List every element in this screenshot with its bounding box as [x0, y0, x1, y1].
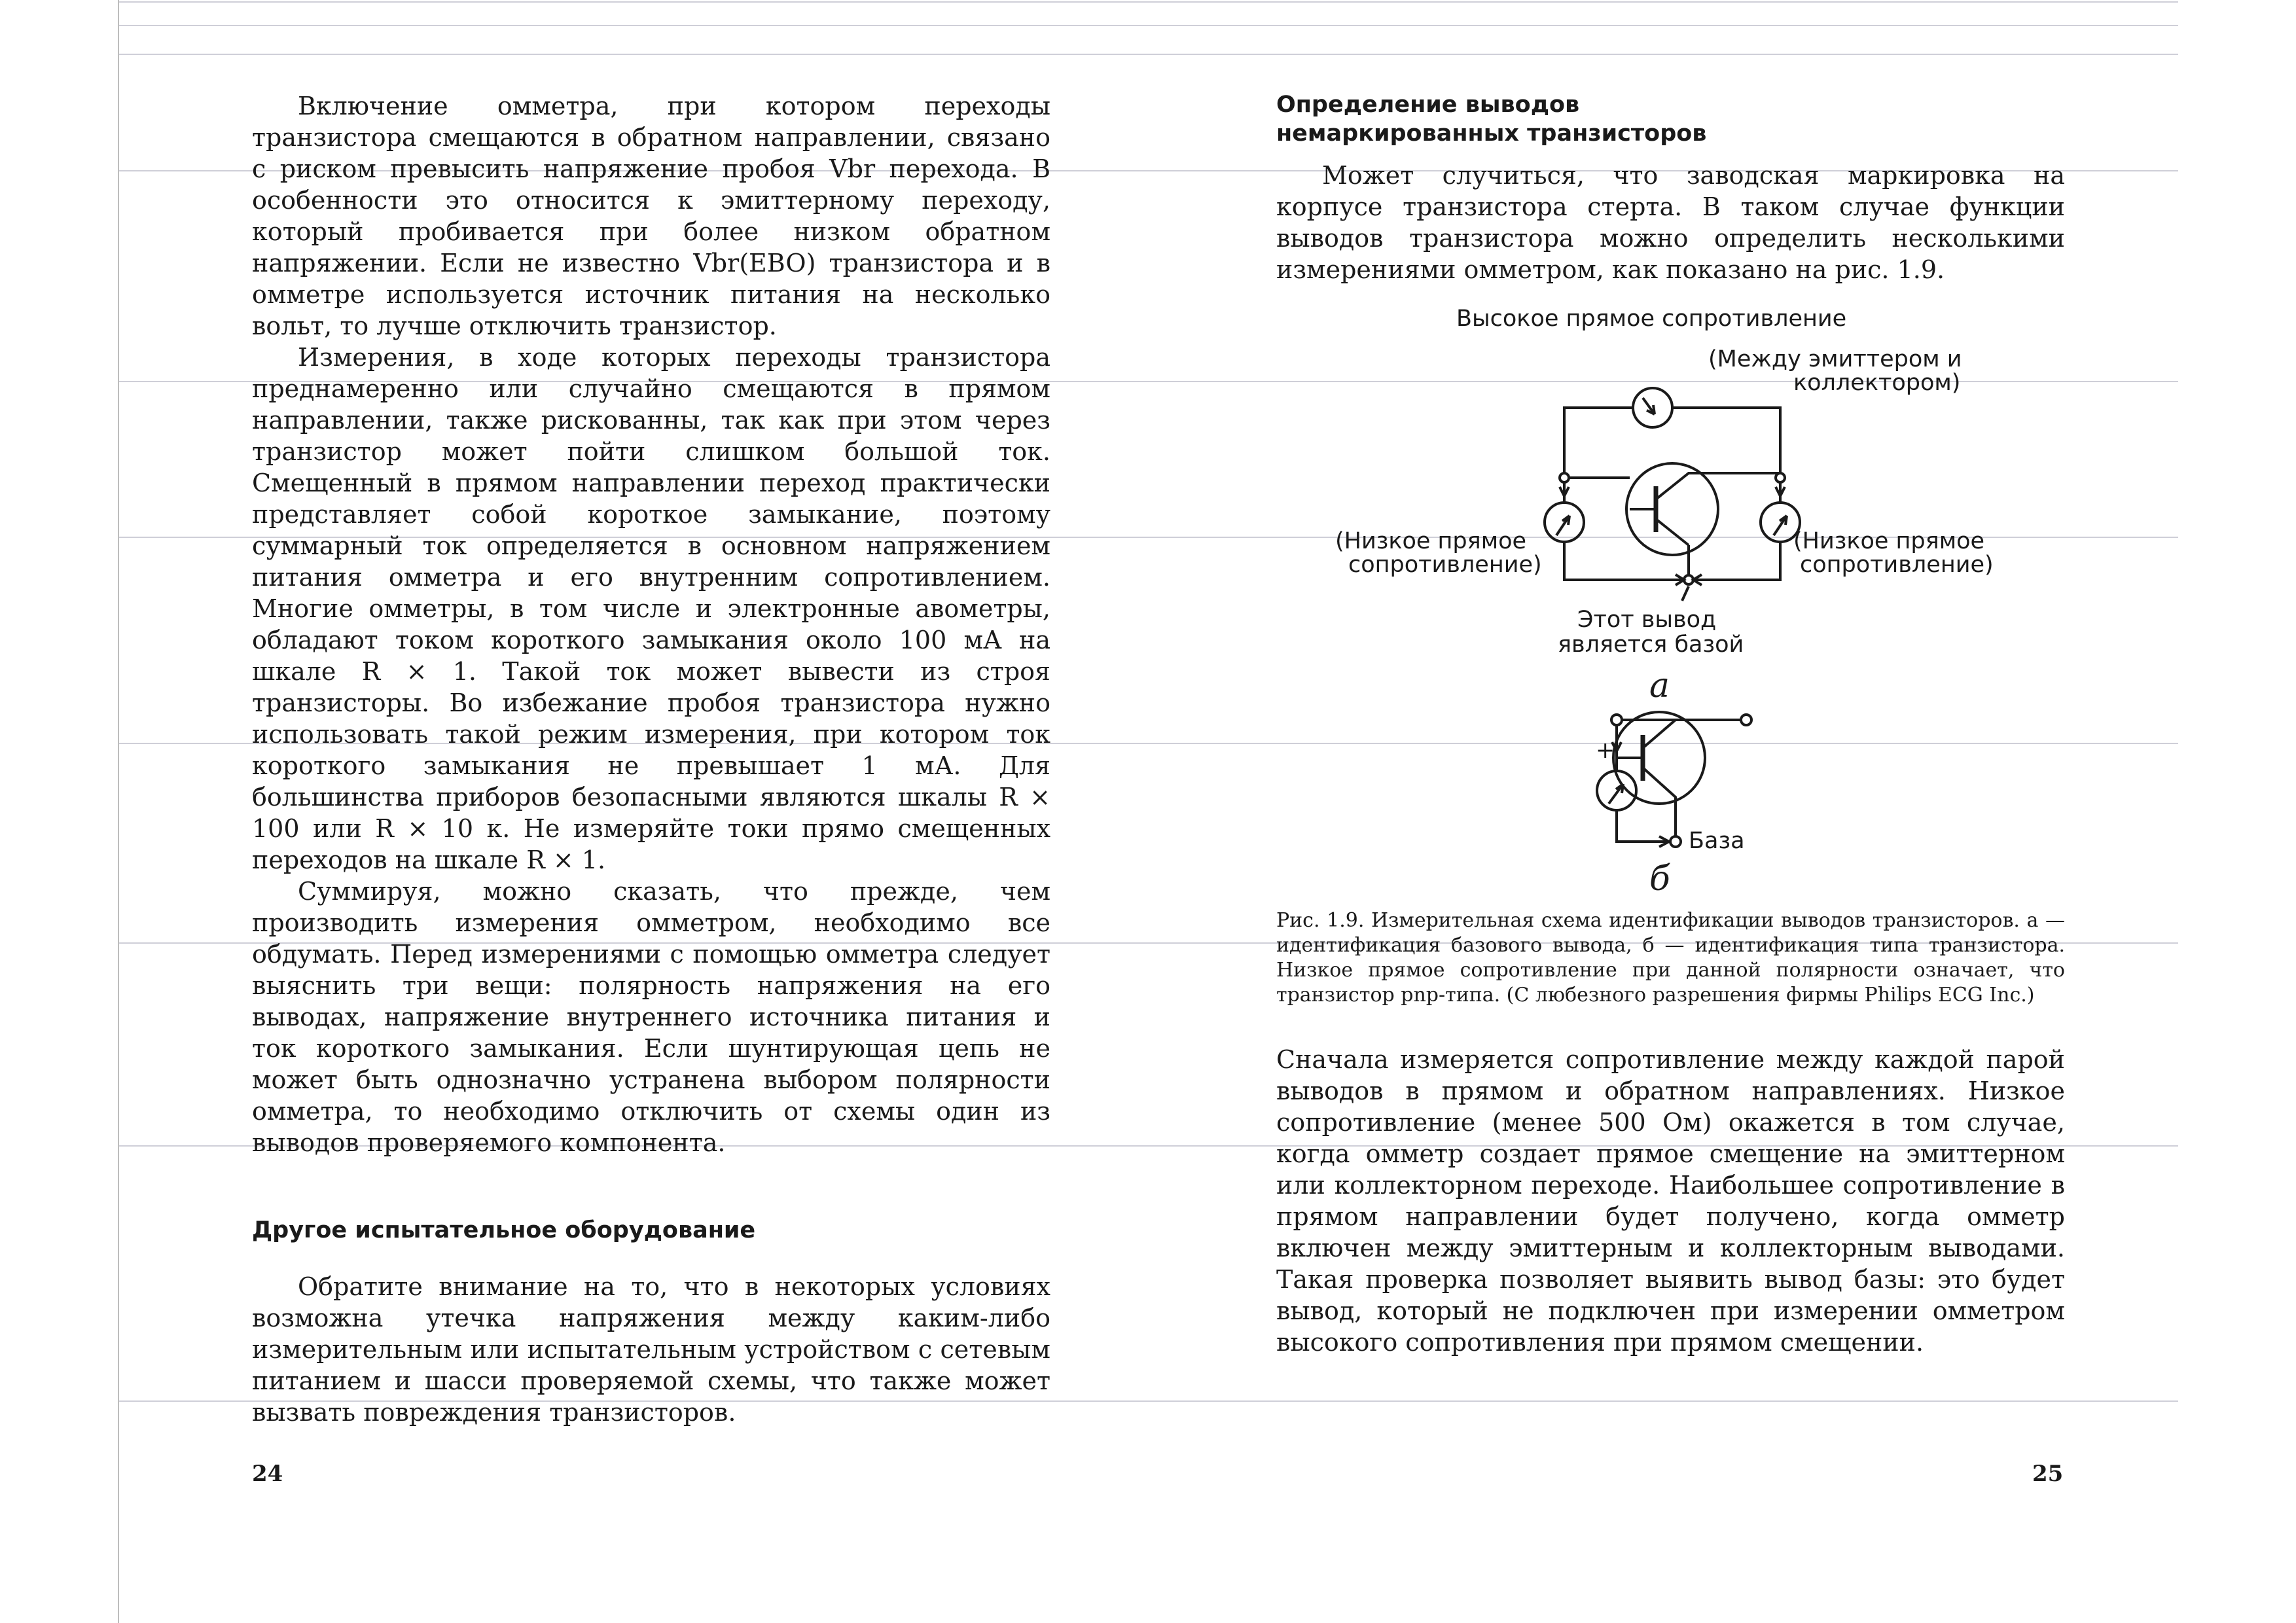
page-number: 25	[2032, 1461, 2064, 1487]
figure-letter: б	[1649, 859, 1670, 899]
figure-1-9	[1276, 300, 2065, 908]
right-page	[1276, 90, 2065, 1358]
figure-label: Этот вывод	[1577, 607, 1717, 633]
figure-label: сопротивление)	[1348, 552, 1542, 578]
figure-label: коллектором)	[1793, 370, 1961, 396]
ruled-line	[118, 54, 2178, 55]
page-edge-line	[118, 0, 119, 1623]
ruled-line	[118, 25, 2178, 26]
paragraph: Обратите внимание на то, что в некоторых условиях возможна утечка напряжения между каким-либо измерительным или испытательным устройством с сетевым питанием и шасси проверяемой схемы, что также может вызвать повреждения транзисторов.	[252, 1272, 1050, 1427]
paragraph: Сначала измеряется сопротивление между каждой парой выводов в прямом и обратном направлениях. Низкое сопротивление (менее 500 Ом) окажется в том случае, когда омметр создает прямое смещение на эмиттерном или коллекторном переходе. Наибольшее сопротивление в прямом направлении будет получено, когда омметр включен между эмиттерным и коллекторным выводами. Такая проверка позволяет выявить вывод базы: это будет вывод, который не подключен при измерении омметром высокого сопротивления при прямом смещении.	[1276, 1045, 2065, 1357]
figure-title: Высокое прямое сопротивление	[1456, 306, 1847, 332]
left-page	[252, 90, 1050, 1428]
figure-label: является базой	[1558, 632, 1744, 658]
figure-label: (Между эмиттером и	[1708, 346, 1962, 372]
figure-letter: а	[1649, 666, 1670, 705]
figure-label: (Низкое прямое	[1335, 528, 1527, 554]
ruled-line	[118, 1, 2178, 3]
section-heading: немаркированных транзисторов	[1276, 120, 1707, 147]
figure-label: База	[1689, 828, 1745, 854]
figure-label: (Низкое прямое	[1793, 528, 1985, 554]
paragraph: Суммируя, можно сказать, что прежде, чем производить измерения омметром, необходимо все обдумать. Перед измерениями с помощью омметра следует выяснить три вещи: полярность напряжения на его выводах, напряжение внутреннего источника питания и ток короткого замыкания. Если шунтирующая цепь не может быть однозначно устранена выбором полярности омметра, то необходимо отключить от схемы один из выводов проверяемого компонента.	[252, 877, 1050, 1157]
figure-label: +	[1596, 738, 1615, 764]
section-heading: Определение выводов	[1276, 92, 1580, 118]
figure-label: сопротивление)	[1800, 552, 1994, 578]
paragraph: Измерения, в ходе которых переходы транзистора преднамеренно или случайно смещаются в прямом направлении, также рискованны, так как при этом через транзистор может пойти слишком большой ток. Смещенный в прямом направлении переход практически представляет собой короткое замыкание, поэтому суммарный ток определяется в основном напряжением питания омметра и его внутренним сопротивлением. Многие омметры, в том числе и электронные авометры, обладают током короткого замыкания около 100 мА на шкале R × 1. Такой ток может вывести из строя транзисторы. Во избежание пробоя транзистора нужно использовать такой режим измерения, при котором ток короткого замыкания не превышает 1 мА. Для большинства приборов безопасными являются шкалы R × 100 или R × 10 к. Не измеряйте токи прямо смещенных переходов на шкале R × 1.	[252, 343, 1050, 874]
page-number: 24	[252, 1461, 283, 1487]
figure-caption: Рис. 1.9. Измерительная схема идентификации выводов транзисторов. а — идентификация базового вывода, б — идентификация типа транзистора. Низкое прямое сопротивление при данной полярности означает, что транзистор pnp-типа. (С любезного разрешения фирмы Philips ECG Inc.)	[1276, 909, 2065, 1007]
paragraph: Может случиться, что заводская маркировка на корпусе транзистора стерта. В таком случае функции выводов транзистора можно определить несколькими измерениями омметром, как показано на рис. 1.9.	[1276, 161, 2065, 284]
paragraph: Включение омметра, при котором переходы транзистора смещаются в обратном направлении, связано с риском превысить напряжение пробоя Vbr перехода. В особенности это относится к эмиттерному переходу, который пробивается при более низком обратном напряжении. Если не известно Vbr(EBO) транзистора и в омметре используется источник питания на несколько вольт, то лучше отключить транзистор.	[252, 92, 1050, 340]
section-heading: Другое испытательное оборудование	[252, 1217, 756, 1243]
